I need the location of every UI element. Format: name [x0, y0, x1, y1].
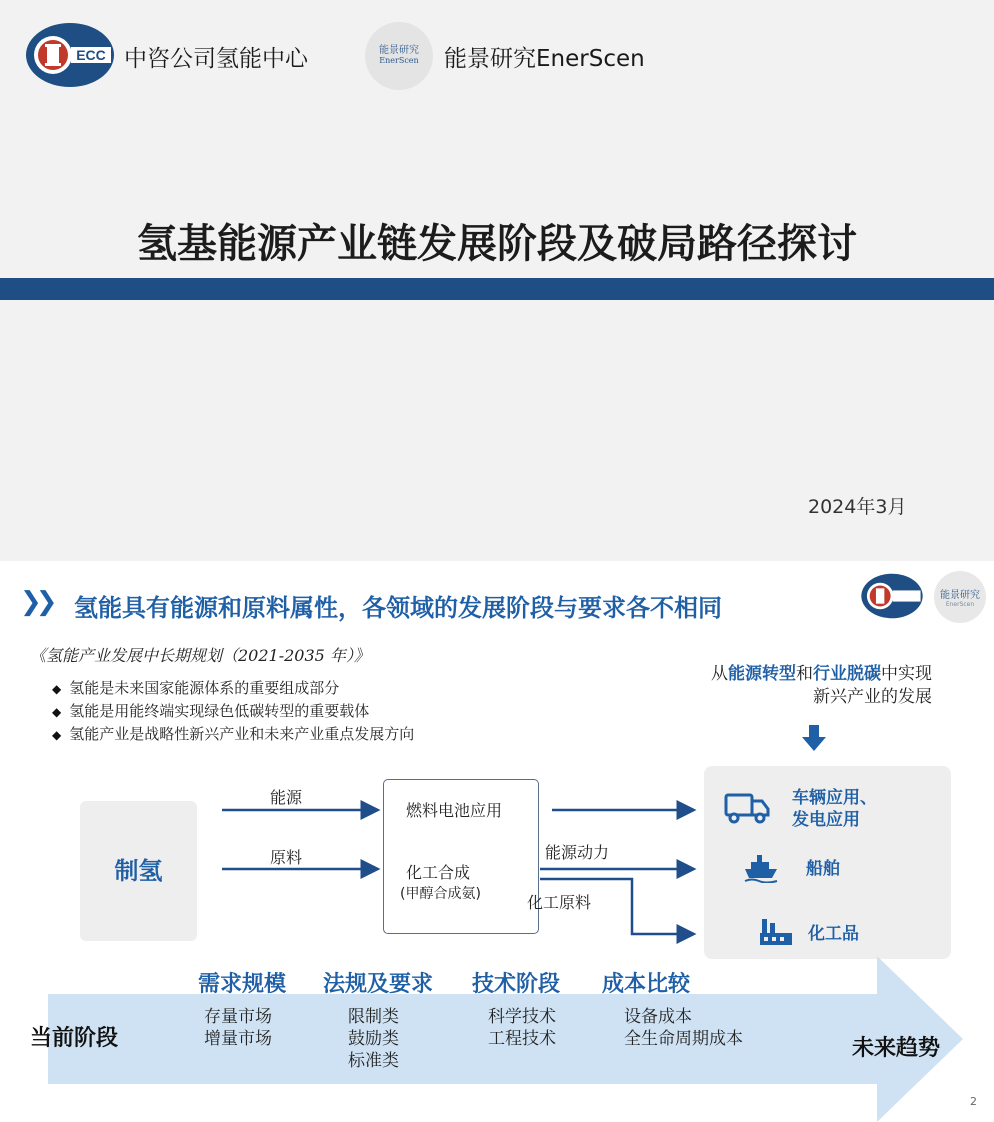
demand-item: 存量市场 — [204, 1007, 272, 1027]
technology-item: 科学技术 — [488, 1007, 556, 1027]
slide-heading: 氢能具有能源和原料属性，各领域的发展阶段与要求各不相同 — [74, 594, 722, 622]
ship-icon — [743, 853, 779, 883]
current-stage-label: 当前阶段 — [30, 1026, 119, 1051]
partner-name: 能景研究EnerScen — [444, 46, 645, 72]
enerscen-logo-small-en: EnerScen — [945, 601, 975, 608]
note-highlight-decarbon: 行业脱碳 — [813, 664, 881, 684]
bullet-item: ◆ 氢能是用能终端实现绿色低碳转型的重要载体 — [52, 702, 370, 720]
bullet-text: 氢能产业是战略性新兴产业和未来产业重点发展方向 — [69, 725, 415, 743]
note-prefix: 从 — [711, 664, 728, 684]
bullet-item: ◆ 氢能是未来国家能源体系的重要组成部分 — [52, 679, 340, 697]
enerscen-logo-en: EnerScen — [379, 56, 419, 65]
enerscen-logo — [365, 22, 433, 90]
category-cost-items — [624, 1006, 743, 1050]
regulation-item: 标准类 — [348, 1051, 399, 1071]
hydrogen-production-label: 制氢 — [114, 857, 163, 885]
bullet-text: 氢能是用能终端实现绿色低碳转型的重要载体 — [69, 702, 370, 720]
plan-title: 《氢能产业发展中长期规划（2021-2035 年）》 — [30, 646, 370, 665]
future-trend-label: 未来趋势 — [852, 1036, 941, 1061]
ecc-logo — [25, 22, 115, 88]
double-chevron-right-icon: ❯❯ — [20, 587, 52, 617]
note-line2: 新兴产业的发展 — [813, 687, 932, 707]
regulation-item: 鼓励类 — [348, 1029, 399, 1049]
category-regulation: 法规及要求 — [323, 972, 434, 997]
edge-label-feedstock: 原料 — [270, 848, 303, 867]
cost-item: 设备成本 — [624, 1007, 692, 1027]
target-ship-label: 船舶 — [806, 859, 840, 879]
fuel-cell-label: 燃料电池应用 — [406, 801, 503, 820]
enerscen-logo-cn: 能景研究 — [379, 45, 419, 56]
cover-title: 氢基能源产业链发展阶段及破局路径探讨 — [137, 221, 857, 267]
content-slide — [0, 561, 994, 1122]
category-cost: 成本比较 — [602, 972, 691, 997]
target-vehicle-line2: 发电应用 — [792, 810, 860, 830]
truck-icon — [724, 791, 770, 825]
target-vehicle-label — [792, 787, 877, 831]
accent-bar — [0, 278, 994, 300]
org-name: 中咨公司氢能中心 — [124, 46, 308, 72]
ecc-logo-text: ECC — [76, 47, 106, 63]
hydrogen-production-box — [80, 801, 197, 941]
regulation-item: 限制类 — [348, 1007, 399, 1027]
category-technology-items — [488, 1006, 556, 1050]
chem-synthesis-label: 化工合成 — [406, 863, 471, 882]
cost-item: 全生命周期成本 — [624, 1029, 743, 1049]
bullet-text: 氢能是未来国家能源体系的重要组成部分 — [69, 679, 340, 697]
page-number: 2 — [970, 1095, 977, 1108]
category-regulation-items — [348, 1006, 399, 1072]
chem-synthesis-sub: (甲醇合成氨) — [400, 886, 481, 902]
note-suffix: 中实现 — [881, 664, 932, 684]
edge-label-chem: 化工原料 — [527, 893, 592, 912]
note-mid: 和 — [796, 664, 813, 684]
technology-item: 工程技术 — [488, 1029, 556, 1049]
bullet-item: ◆ 氢能产业是战略性新兴产业和未来产业重点发展方向 — [52, 725, 415, 743]
note-highlight-energy: 能源转型 — [728, 664, 796, 684]
category-technology: 技术阶段 — [472, 972, 561, 997]
target-vehicle-line1: 车辆应用、 — [792, 788, 877, 808]
factory-icon — [758, 917, 794, 947]
edge-label-power: 能源动力 — [545, 843, 610, 862]
edge-label-energy: 能源 — [270, 788, 303, 807]
target-chemicals-label: 化工品 — [808, 924, 859, 944]
enerscen-logo-small-cn: 能景研究 — [940, 590, 980, 601]
category-demand: 需求规模 — [198, 972, 287, 997]
demand-item: 增量市场 — [204, 1029, 272, 1049]
cover-date: 2024年3月 — [808, 496, 907, 518]
category-demand-items — [204, 1006, 272, 1050]
